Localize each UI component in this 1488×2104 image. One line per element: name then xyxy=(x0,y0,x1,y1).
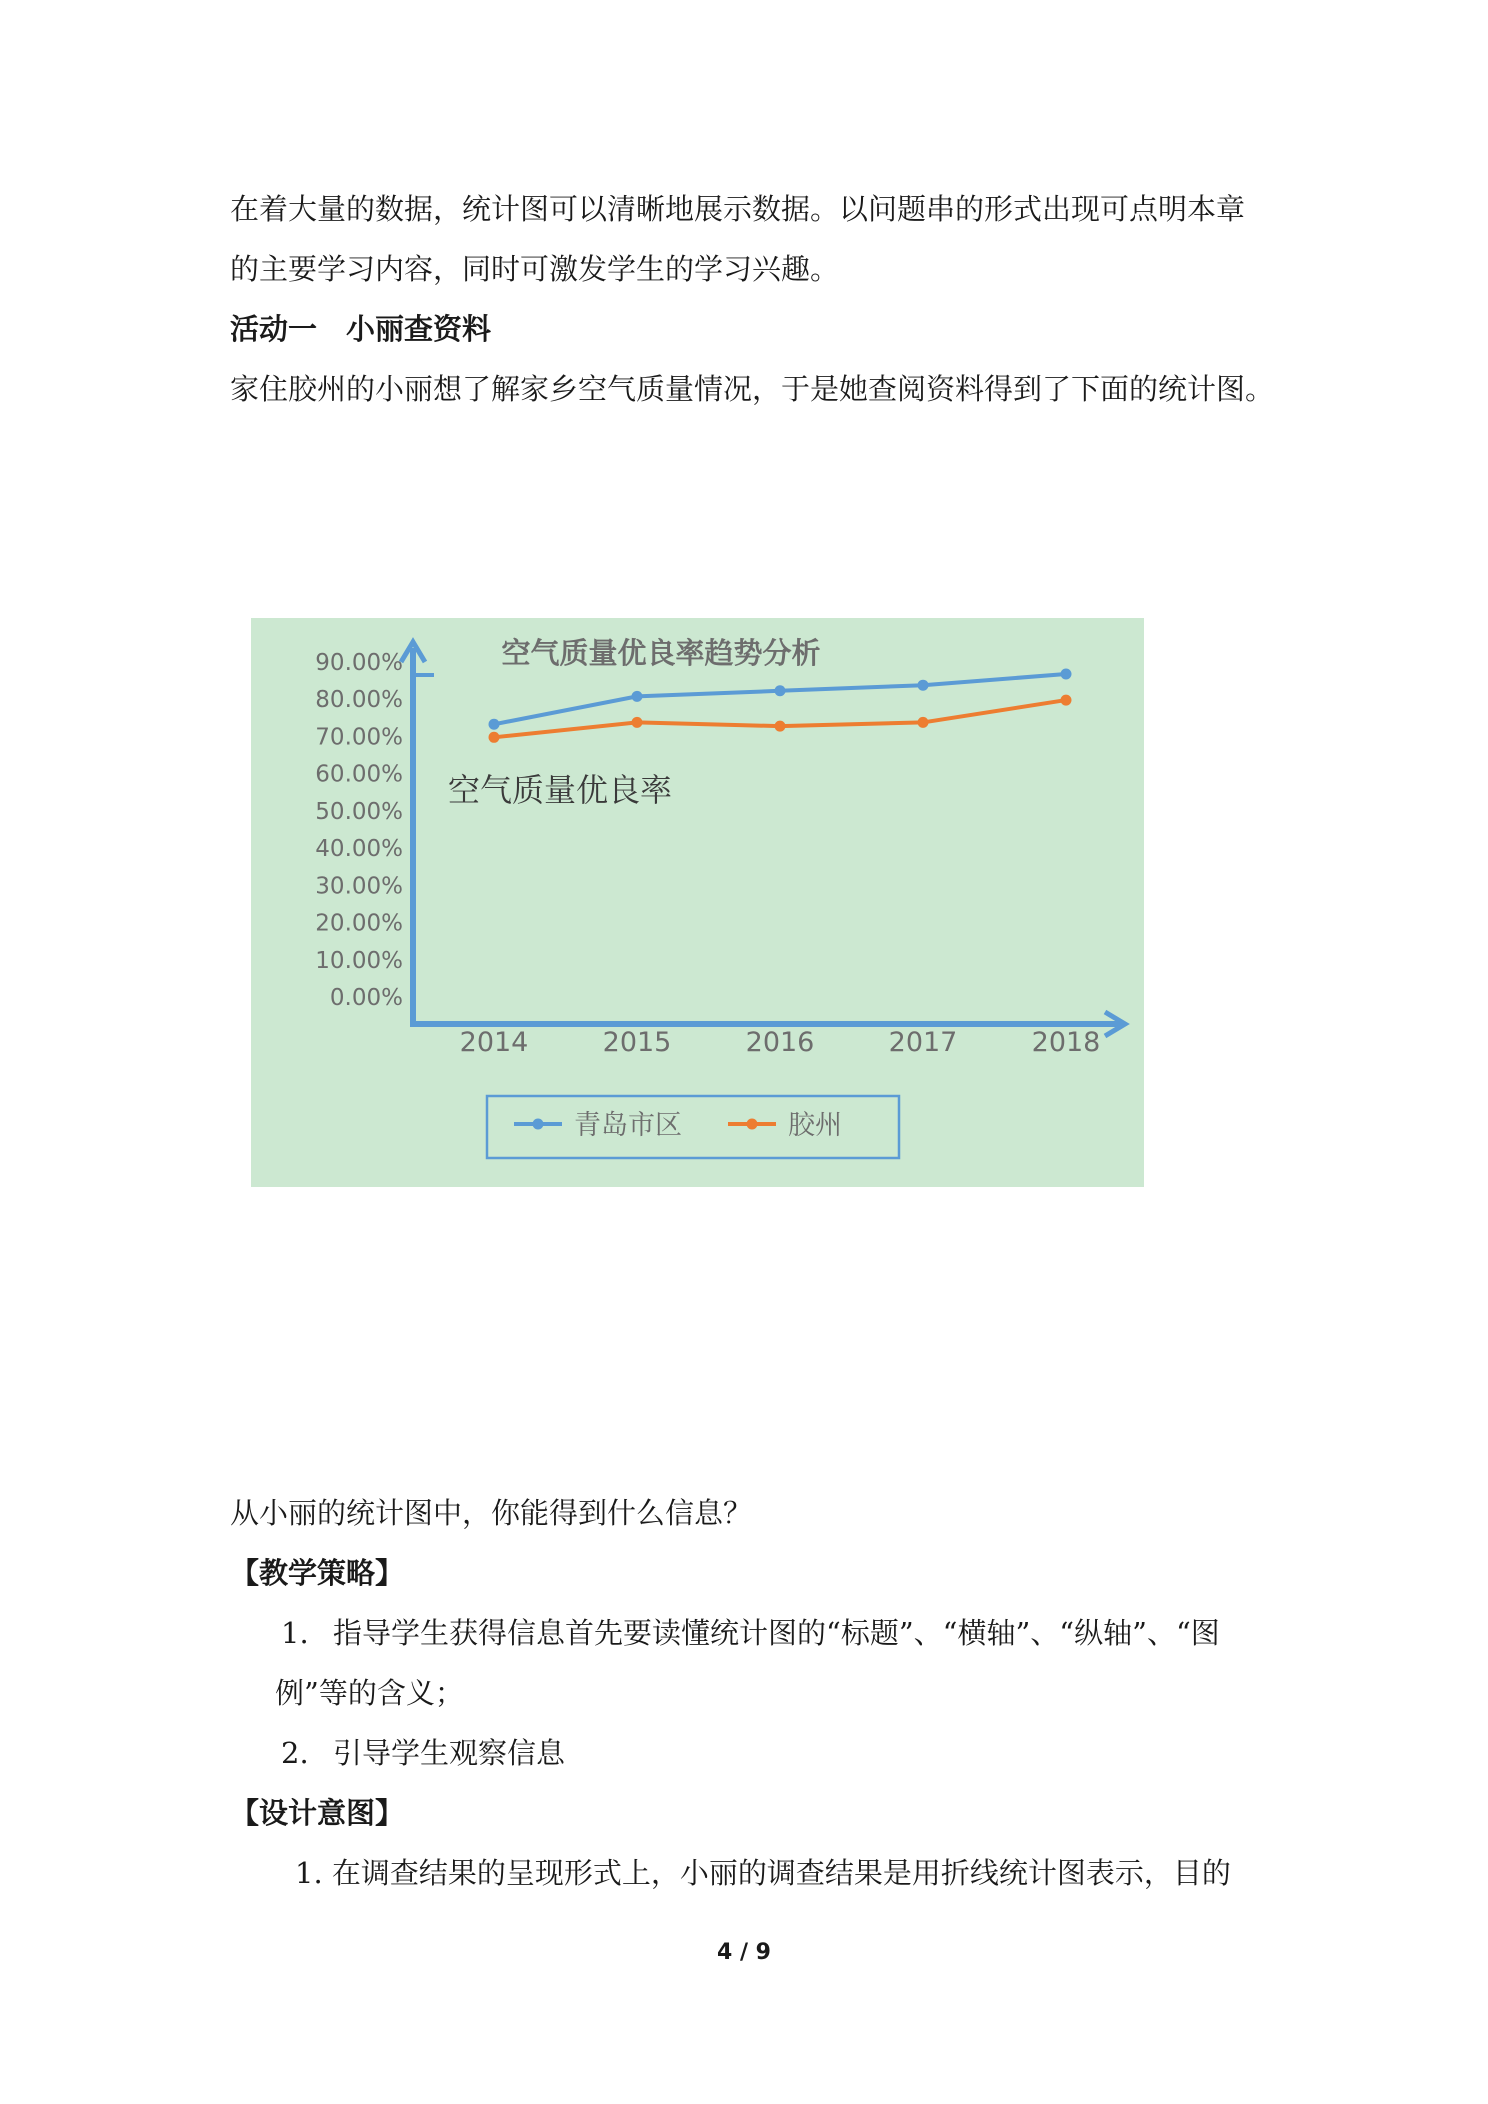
legend-label: 胶州 xyxy=(788,1110,842,1141)
y-tick-label: 50.00% xyxy=(315,798,403,825)
legend-swatch-marker xyxy=(747,1119,758,1130)
data-point xyxy=(918,717,929,728)
chart-title: 空气质量优良率趋势分析 xyxy=(501,636,821,670)
activity-heading: 活动一 小丽查资料 xyxy=(230,312,492,346)
question-line: 从小丽的统计图中，你能得到什么信息？ xyxy=(230,1496,753,1530)
data-point xyxy=(775,685,786,696)
page-number: 4 / 9 xyxy=(717,1940,771,1965)
design-heading: 【设计意图】 xyxy=(230,1796,405,1830)
x-tick-label: 2018 xyxy=(1031,1027,1101,1058)
data-point xyxy=(775,721,786,732)
legend-swatch-marker xyxy=(533,1119,544,1130)
data-point xyxy=(489,732,500,743)
strategy-item-2: 引导学生观察信息 xyxy=(333,1736,566,1770)
y-tick-label: 60.00% xyxy=(315,761,403,788)
y-tick-label: 90.00% xyxy=(315,650,403,676)
y-tick-label: 0.00% xyxy=(329,985,403,1011)
data-point xyxy=(1061,695,1072,706)
x-tick-label: 2017 xyxy=(888,1027,958,1058)
y-tick-label: 20.00% xyxy=(315,910,403,937)
x-tick-label: 2016 xyxy=(745,1027,815,1058)
x-tick-label: 2014 xyxy=(459,1027,529,1058)
design-item-1: 1. 在调查结果的呈现形式上，小丽的调查结果是用折线统计图表示，目的 xyxy=(295,1856,1231,1890)
data-point xyxy=(632,717,643,728)
strategy-item-1-number: 1. xyxy=(281,1616,309,1650)
chart-annotation: 空气质量优良率 xyxy=(448,771,673,809)
data-point xyxy=(632,691,643,702)
y-tick-label: 70.00% xyxy=(315,724,403,751)
y-tick-label: 40.00% xyxy=(315,836,403,863)
paragraph-line: 的主要学习内容，同时可激发学生的学习兴趣。 xyxy=(230,252,840,286)
paragraph-line: 家住胶州的小丽想了解家乡空气质量情况，于是她查阅资料得到了下面的统计图。 xyxy=(230,372,1275,406)
y-tick-label: 80.00% xyxy=(315,687,403,714)
strategy-item-1-line1: 指导学生获得信息首先要读懂统计图的“标题”、“横轴”、“纵轴”、“图 xyxy=(333,1616,1220,1650)
y-tick-label: 30.00% xyxy=(315,873,403,900)
paragraph-line: 在着大量的数据，统计图可以清晰地展示数据。以问题串的形式出现可点明本章 xyxy=(230,192,1246,226)
data-point xyxy=(489,719,500,730)
x-tick-label: 2015 xyxy=(602,1027,672,1058)
strategy-heading: 【教学策略】 xyxy=(230,1556,405,1590)
data-point xyxy=(918,680,929,691)
air-quality-chart xyxy=(251,618,1144,1187)
data-point xyxy=(1061,669,1072,680)
strategy-item-1-line2: 例”等的含义； xyxy=(275,1676,464,1710)
y-tick-label: 10.00% xyxy=(315,947,403,974)
strategy-item-2-number: 2. xyxy=(281,1736,309,1770)
legend-label: 青岛市区 xyxy=(574,1110,682,1141)
